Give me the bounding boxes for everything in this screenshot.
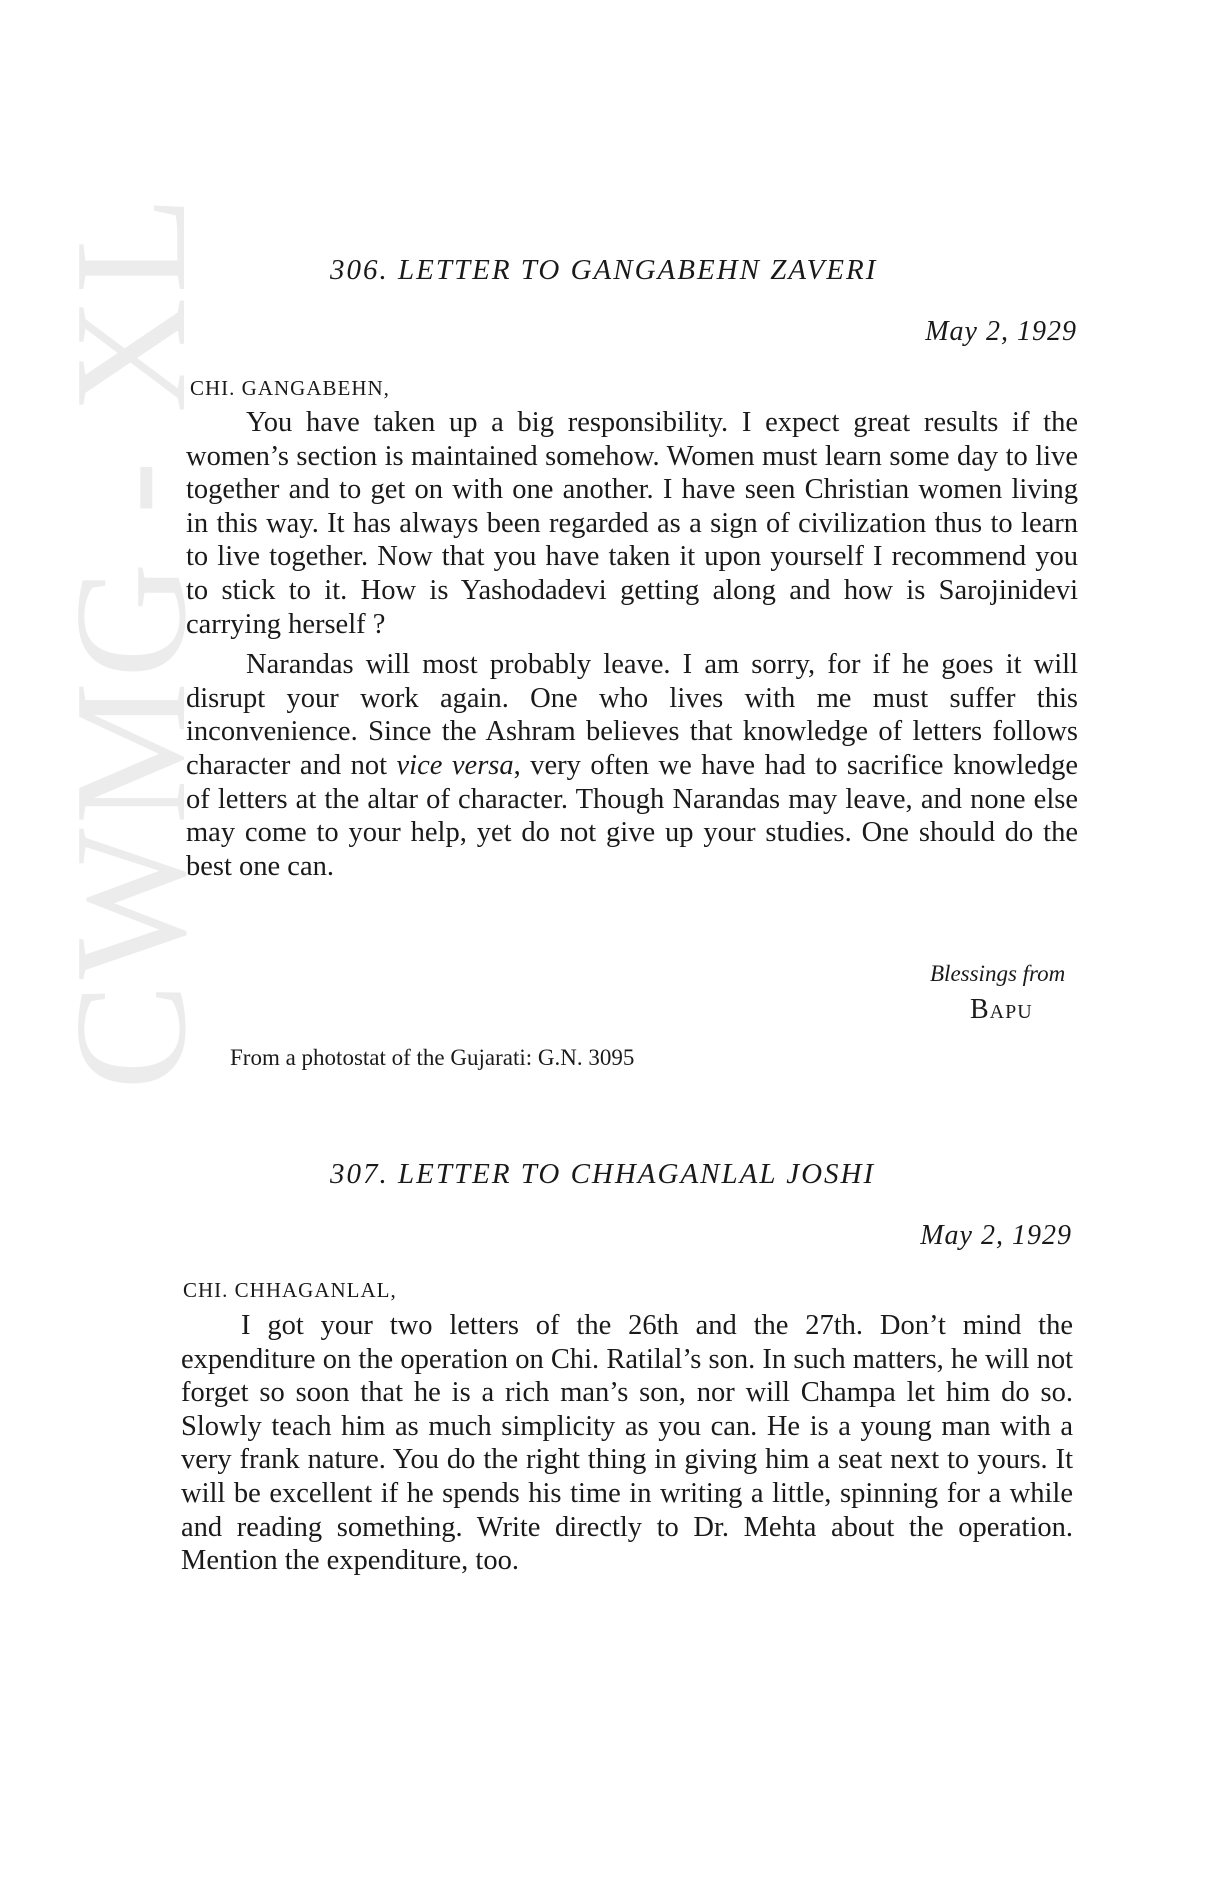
salutation: CHI. GANGABEHN,: [190, 376, 390, 400]
source-note: From a photostat of the Gujarati: G.N. 3095: [230, 1045, 635, 1070]
letter-body: [181, 1309, 1073, 1578]
letter-date: May 2, 1929: [920, 1220, 1072, 1251]
paragraph: Narandas will most probably leave. I am sorry, for if he goes it will disrupt your work again. One who lives with me must suffer this inconvenience. Since the Ashram believes that knowledge of letters follows character and not vice versa, very often we have had to sacrifice knowledge of letters at the altar of character. Though Narandas may leave, and none else may come to your help, yet do not give up your studies. One should do the best one can.: [186, 649, 1078, 882]
paragraph: I got your two letters of the 26th and the 27th. Don’t mind the expenditure on the operation on Chi. Ratilal’s son. In such matters, he will not forget so soon that he is a rich man’s son, nor will Champa let him do so. Slowly teach him as much simplicity as you can. He is a young man with a very frank nature. You do the right thing in giving him a seat next to yours. It will be excellent if he spends his time in writing a little, spinning for a while and reading something. Write directly to Dr. Mehta about the operation. Mention the expenditure, too.: [181, 1310, 1073, 1577]
letter-heading: 306. LETTER TO GANGABEHN ZAVERI: [330, 254, 878, 286]
letter-body: [186, 406, 1078, 883]
italic-phrase: vice versa: [396, 749, 514, 781]
letter-date: May 2, 1929: [925, 316, 1077, 347]
salutation: CHI. CHHAGANLAL,: [183, 1278, 397, 1302]
signature: Bapu: [970, 994, 1033, 1025]
watermark: CWMG - XL: [41, 191, 219, 1090]
paragraph: You have taken up a big responsibility. I expect great results if the women’s section is maintained somehow. Women must learn some day to live together and to get on with one another. I have seen Christian women living in this way. It has always been regarded as a sign of civilization thus to learn to live together. Now that you have taken it upon yourself I recommend you to stick to it. How is Yashodadevi getting along and how is Sarojinidevi carrying herself ?: [186, 407, 1078, 640]
closing: Blessings from: [930, 961, 1066, 986]
letter-heading: 307. LETTER TO CHHAGANLAL JOSHI: [330, 1158, 876, 1190]
